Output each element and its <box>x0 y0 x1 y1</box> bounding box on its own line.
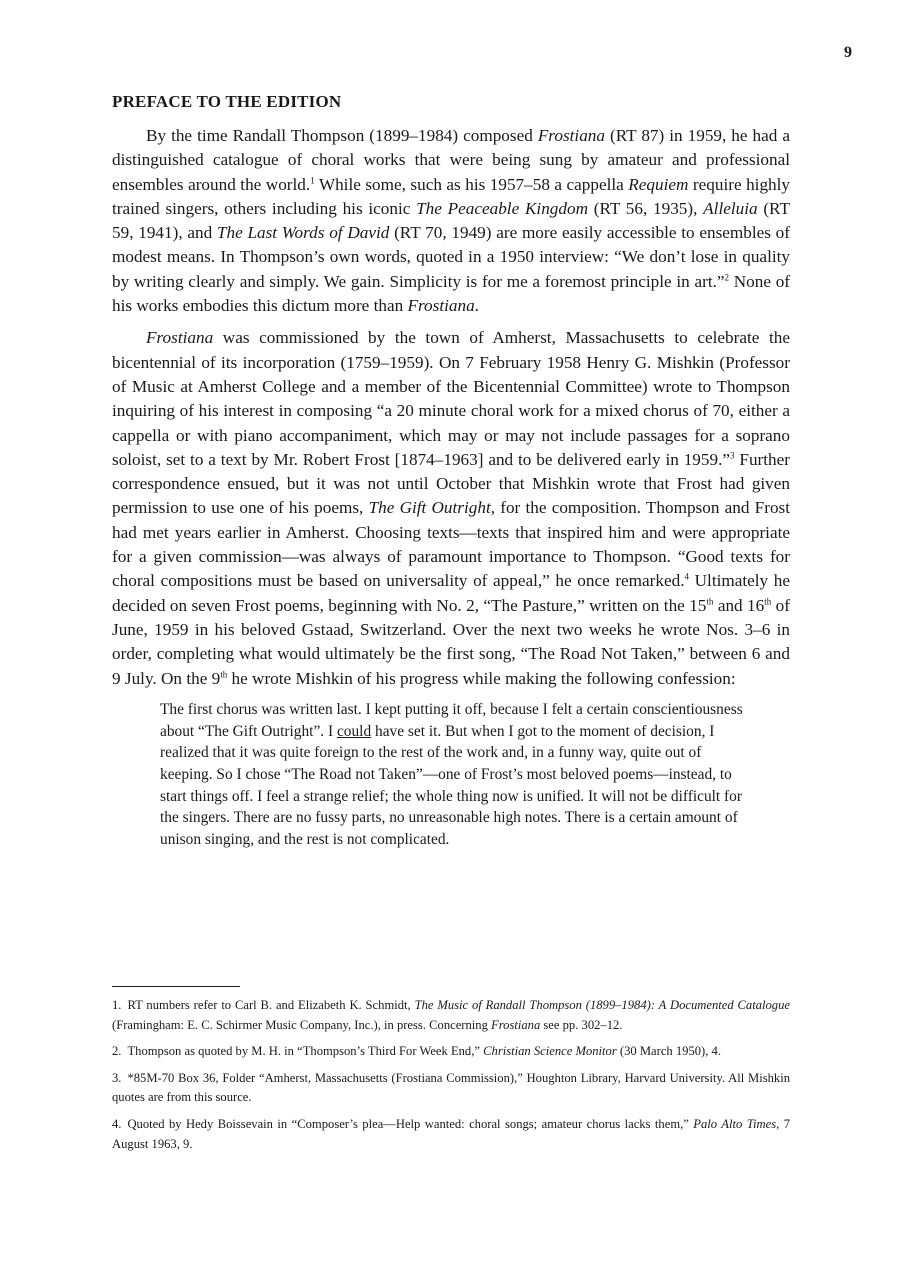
footnote-divider <box>112 986 240 987</box>
footnote-2: 2. Thompson as quoted by M. H. in “Thompson’s Third For Week End,” Christian Science Monitor (30 March 1950), 4. <box>112 1044 721 1059</box>
footnote-ref-3: 3 <box>730 450 735 461</box>
footnote-ref-1: 1 <box>310 174 315 185</box>
footnote-4: 4. Quoted by Hedy Boissevain in “Composer’s plea—Help wanted: choral songs; amateur chorus lacks them,” Palo Alto Times, 7 August 1963, 9. <box>112 1116 790 1151</box>
footnote-1: 1. RT numbers refer to Carl B. and Elizabeth K. Schmidt, The Music of Randall Thompson (1899–1984): A Documented Catalogue (Framingham: E. C. Schirmer Music Company, Inc.), in press. Concerning Frostiana see pp. 302–12. <box>112 998 790 1032</box>
footnotes <box>112 996 790 1161</box>
paragraph-2: Frostiana was commissioned by the town of Amherst, Massachusetts to celebrate the bicentennial of its incorporation (1759–1959). On 7 February 1958 Henry G. Mishkin (Professor of Music at Amherst College and a member of the Bicentennial Committee) wrote to Thompson inquiring of his interest in composing “a 20 minute choral work for a mixed chorus of 70, either a cappella or with piano accompaniment, which may or may not include passages for a soprano soloist, set to a text by Mr. Robert Frost [1874–1963] and to be delivered early in 1959.”$^3$ Further correspondence ensued, but it was not until October that Mishkin wrote that Frost had given permission to use one of his poems, The Gift Outright, for the composition. Thompson and Frost had met years earlier in Amherst. Choosing texts—texts that inspired him and were appropriate for a given commission—was always of paramount importance to Thompson. “Good texts for choral compositions must be based on universality of appeal,” he once remarked.$^4$ Ultimately he decided on seven Frost poems, beginning with No. 2, “The Pasture,” written on the 15th and 16th of June, 1959 in his beloved Gstaad, Switzerland. Over the next two weeks he wrote Nos. 3–6 in order, completing what would ultimately be the first song, “The Road Not Taken,” between 6 and 9 July. On the 9th he wrote Mishkin of his progress while making the following confession: <box>112 328 790 688</box>
section-heading: PREFACE TO THE EDITION <box>112 92 342 111</box>
footnote-ref-2: 2 <box>724 272 730 283</box>
body-text <box>112 124 790 851</box>
footnote-3: 3. *85M-70 Box 36, Folder “Amherst, Massachusetts (Frostiana Commission),” Houghton Library, Harvard University. All Mishkin quotes are from this source. <box>112 1070 790 1105</box>
footnote-ref-4: 4 <box>684 571 690 582</box>
block-quote <box>160 699 750 851</box>
paragraph-1: By the time Randall Thompson (1899–1984) composed Frostiana (RT 87) in 1959, he had a distinguished catalogue of choral works that were being sung by amateur and professional ensembles around the world.$^1$ While some, such as his 1957–58 a cappella Requiem require highly trained singers, others including his iconic The Peaceable Kingdom (RT 56, 1935), Alleluia (RT 59, 1941), and The Last Words of David (RT 70, 1949) are more easily accessible to ensembles of modest means. In Thompson’s own words, quoted in a 1950 interview: “We don’t lose in quality by writing clearly and simply. We gain. Simplicity is for me a foremost principle in art.”$^2$ None of his works embodies this dictum more than Frostiana. <box>112 126 791 316</box>
quote-text: The first chorus was written last. I kept putting it off, because I felt a certain conscientiousness about “The Gift Outright”. I could have set it. But when I got to the moment of decision, I realized that it was quite foreign to the rest of the work and, in a funny way, quite out of keeping. So I chose “The Road not Taken”—one of Frost’s most beloved poems—instead, to start things off. I feel a strange relief; the whole thing now is unified. It will not be difficult for the singers. There are no fussy parts, no unreasonable high notes. There is a certain amount of unison singing, and the rest is not complicated. <box>160 700 743 849</box>
page-number: 9 <box>844 44 852 61</box>
